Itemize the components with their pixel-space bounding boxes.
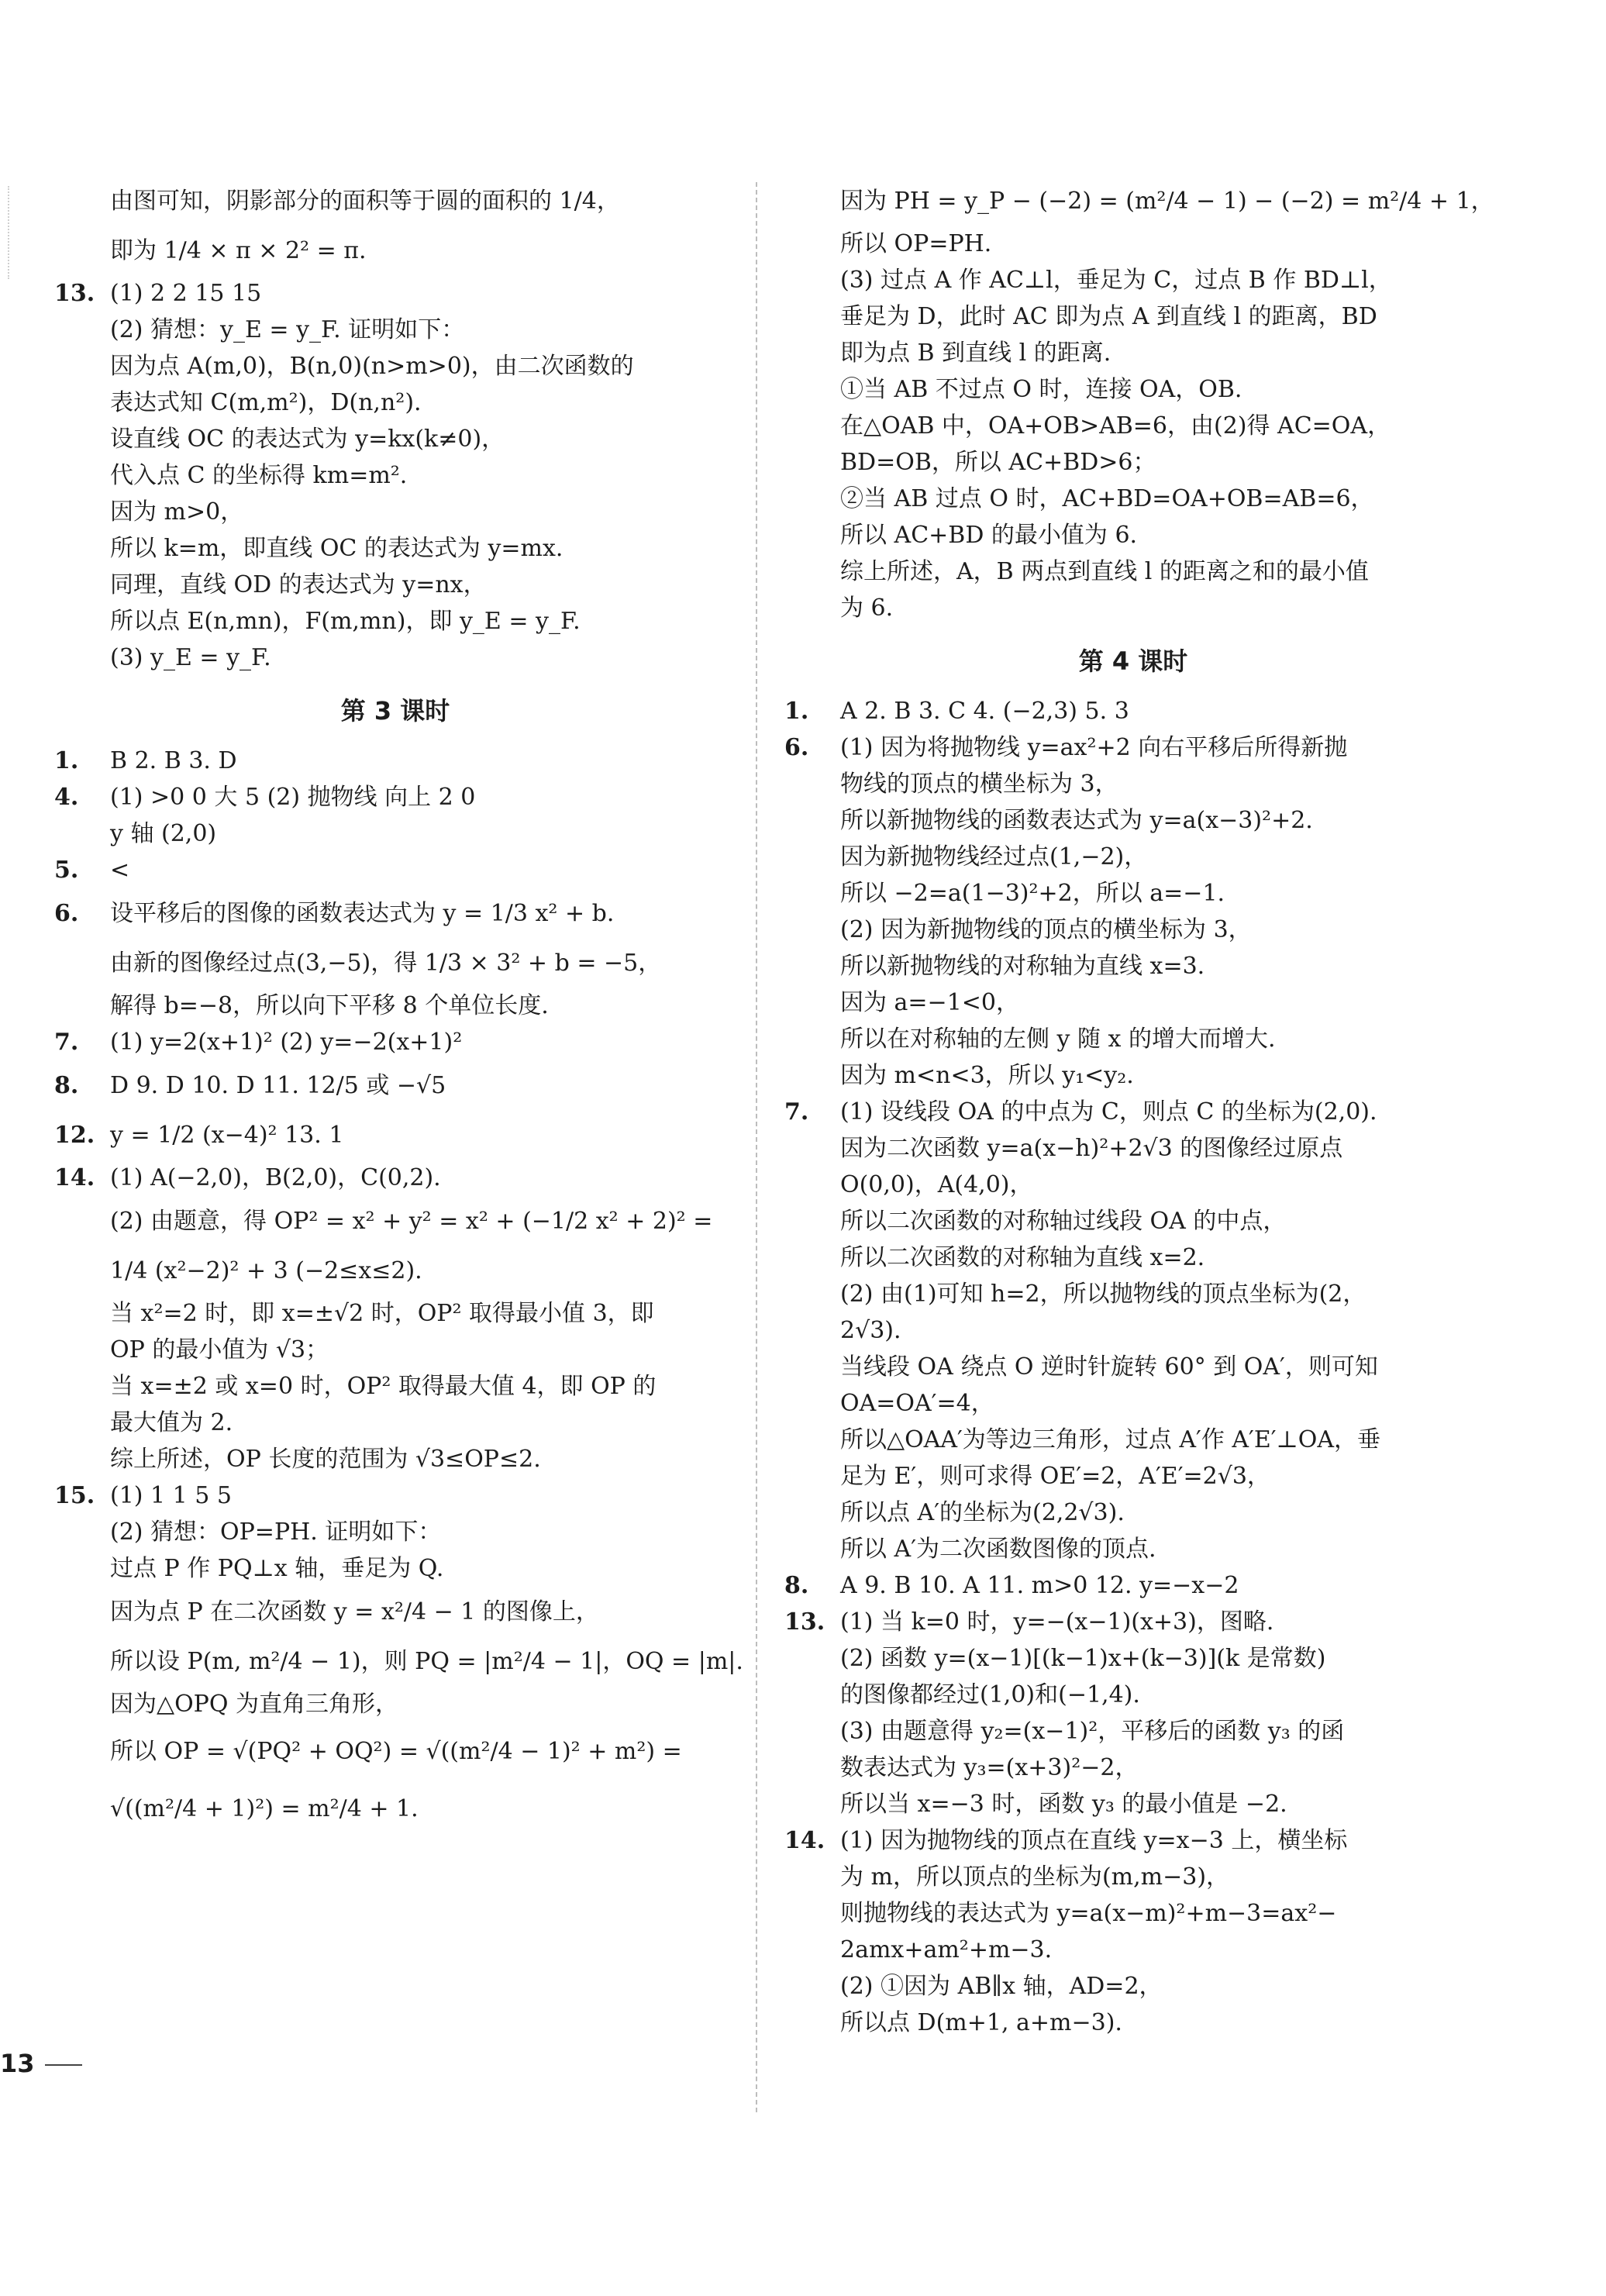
right-answer-line [784, 1860, 1482, 1896]
question-number: 13. [54, 280, 95, 307]
left-answer-line [54, 422, 736, 458]
answer-text: 因为点 P 在二次函数 y = x²/4 − 1 的图像上， [110, 1598, 599, 1625]
question-number: 1. [784, 697, 809, 725]
question-number: 8. [54, 1071, 79, 1099]
answer-text: 因为 m>0， [110, 498, 244, 526]
answer-text: 当线段 OA 绕点 O 逆时针旋转 60° 到 OA′，则可知 [840, 1353, 1378, 1381]
answer-text: (2) 猜想：OP=PH. 证明如下： [110, 1518, 442, 1546]
left-answer-line [54, 1637, 743, 1687]
right-answer-line [784, 1204, 1482, 1240]
answer-text: 则抛物线的表达式为 y=a(x−m)²+m−3=ax²− [840, 1899, 1337, 1927]
question-number: 1. [54, 746, 79, 774]
left-answer-line [54, 276, 736, 312]
left-answer-line [54, 1061, 736, 1111]
answer-text: 所以新抛物线的对称轴为直线 x=3. [840, 952, 1205, 980]
left-answer-line [54, 780, 736, 816]
left-answer-line [54, 939, 736, 988]
answer-text: < [110, 856, 130, 884]
answer-text: (2) ①因为 AB∥x 轴，AD=2， [840, 1972, 1163, 2000]
answer-text: 当 x=±2 或 x=0 时，OP² 取得最大值 4，即 OP 的 [110, 1372, 657, 1400]
binding-margin-mark [8, 186, 12, 279]
answer-text: y 轴 (2,0) [110, 819, 217, 847]
left-answer-line [54, 1723, 736, 1781]
answer-text: √((m²/4 + 1)²) = m²/4 + 1. [110, 1794, 419, 1822]
right-answer-line [784, 985, 1482, 1022]
left-answer-line [54, 567, 736, 604]
answer-text: 所以点 A′的坐标为(2,2√3). [840, 1498, 1125, 1526]
left-answer-line [54, 816, 736, 853]
right-answer-line [784, 1750, 1482, 1787]
right-answer-line [784, 730, 1482, 767]
right-answer-line [784, 949, 1482, 985]
left-column [54, 177, 743, 1838]
answer-text: OP 的最小值为 √3； [110, 1336, 329, 1363]
answer-text: 所以 OP=PH. [840, 230, 992, 257]
answer-text: 1/4 (x²−2)² + 3 (−2≤x≤2). [110, 1257, 422, 1284]
right-answer-line [784, 912, 1482, 949]
answer-text: 因为△OPQ 为直角三角形， [110, 1690, 398, 1718]
left-answer-line [54, 385, 736, 422]
answer-text: 最大值为 2. [110, 1408, 233, 1436]
answer-text: 因为 PH = y_P − (−2) = (m²/4 − 1) − (−2) = m²/4 + 1， [840, 188, 1494, 215]
answer-text: (1) 因为将抛物线 y=ax²+2 向右平移后所得新抛 [840, 733, 1348, 761]
right-answer-line [784, 1896, 1482, 1932]
question-number: 13. [784, 1608, 825, 1636]
answer-text: (2) 由(1)可知 h=2，所以抛物线的顶点坐标为(2， [840, 1280, 1366, 1308]
right-answer-line [784, 1677, 1482, 1714]
right-answer-line [784, 1131, 1482, 1167]
column-divider [756, 182, 757, 2112]
answer-text: 因为点 A(m,0)，B(n,0)(n>m>0)，由二次函数的 [110, 353, 634, 380]
answer-text: ①当 AB 不过点 O 时，连接 OA，OB. [840, 376, 1242, 403]
question-number: 14. [54, 1164, 95, 1191]
right-answer-line [784, 263, 1482, 299]
answer-text: (1) 当 k=0 时，y=−(x−1)(x+3)，图略. [840, 1608, 1274, 1636]
answer-text: 即为点 B 到直线 l 的距离. [840, 340, 1111, 367]
answer-text: 足为 E′，则可求得 OE′=2，A′E′=2√3， [840, 1462, 1270, 1490]
left-answer-line [54, 458, 736, 495]
left-answer-line [54, 1478, 736, 1515]
left-answer-line [54, 1111, 736, 1160]
answer-text: 代入点 C 的坐标得 km=m². [110, 462, 408, 489]
right-answer-line [784, 1568, 1482, 1605]
answer-text: 即为 1/4 × π × 2² = π. [110, 237, 367, 264]
answer-text: (1) 1 1 5 5 [110, 1481, 232, 1509]
answer-text: (1) y=2(x+1)² (2) y=−2(x+1)² [110, 1028, 463, 1056]
left-answer-line [54, 1405, 736, 1442]
left-answer-line [54, 495, 736, 531]
left-answer-line [54, 1246, 736, 1296]
answer-text: 2√3). [840, 1316, 901, 1344]
left-answer-line [54, 1551, 736, 1588]
left-answer-line [54, 853, 736, 889]
answer-text: 过点 P 作 PQ⊥x 轴，垂足为 Q. [110, 1554, 444, 1582]
answer-text: 所以新抛物线的函数表达式为 y=a(x−3)²+2. [840, 806, 1313, 834]
left-answer-line [54, 349, 736, 385]
answer-text: (2) 由题意，得 OP² = x² + y² = x² + (−1/2 x² + 2)² = [110, 1207, 713, 1235]
answer-text: 所以 k=m，即直线 OC 的表达式为 y=mx. [110, 535, 563, 562]
left-answer-line [54, 743, 736, 780]
left-answer-line [54, 1588, 736, 1637]
right-answer-line [784, 1167, 1482, 1204]
question-number: 15. [54, 1481, 95, 1509]
answer-text: 所以设 P(m, m²/4 − 1)，则 PQ = |m²/4 − 1|，OQ = |m|. [110, 1647, 743, 1675]
left-answer-line [54, 1687, 736, 1723]
right-answer-line [784, 1969, 1482, 2005]
answer-text: 垂足为 D，此时 AC 即为点 A 到直线 l 的距离，BD [840, 303, 1377, 330]
right-answer-line [784, 177, 1494, 226]
right-answer-line [784, 372, 1482, 409]
left-answer-line [54, 1197, 736, 1246]
right-answer-line [784, 1532, 1482, 1568]
right-answer-line [784, 803, 1482, 839]
answer-text: 因为二次函数 y=a(x−h)²+2√3 的图像经过原点 [840, 1134, 1343, 1162]
question-number: 12. [54, 1121, 95, 1149]
answer-text: (1) 设线段 OA 的中点为 C，则点 C 的坐标为(2,0). [840, 1098, 1377, 1126]
answer-text: 为 6. [840, 595, 894, 622]
answer-text: 所以 OP = √(PQ² + OQ²) = √((m²/4 − 1)² + m²) = [110, 1737, 682, 1765]
answer-text: 所以△OAA′为等边三角形，过点 A′作 A′E′⊥OA，垂 [840, 1426, 1381, 1453]
answer-text: ②当 AB 过点 O 时，AC+BD=OA+OB=AB=6， [840, 485, 1374, 512]
answer-text: (1) >0 0 大 5 (2) 抛物线 向上 2 0 [110, 783, 476, 811]
answer-text: 由图可知，阴影部分的面积等于圆的面积的 1/4， [110, 188, 620, 215]
right-answer-line [784, 1313, 1482, 1350]
answer-text: (3) y_E = y_F. [110, 644, 271, 671]
answer-text: 所以当 x=−3 时，函数 y₃ 的最小值是 −2. [840, 1790, 1287, 1818]
right-answer-line [784, 1386, 1482, 1422]
left-answer-line [54, 1781, 736, 1838]
answer-text: 所以 A′为二次函数图像的顶点. [840, 1535, 1156, 1563]
right-answer-line [784, 1095, 1482, 1131]
answer-text: 因为 a=−1<0， [840, 988, 1020, 1016]
answer-text: 解得 b=−8，所以向下平移 8 个单位长度. [110, 991, 549, 1019]
right-answer-line [784, 1641, 1482, 1677]
answer-text: 表达式知 C(m,m²)，D(n,n²). [110, 389, 422, 416]
answer-text: 所以点 D(m+1, a+m−3). [840, 2008, 1122, 2036]
right-answer-line [784, 336, 1482, 372]
right-answer-line [784, 1422, 1482, 1459]
left-answer-line [54, 1025, 736, 1061]
answer-text: 的图像都经过(1,0)和(−1,4). [840, 1681, 1140, 1708]
left-answer-line [54, 312, 736, 349]
question-number: 7. [784, 1098, 809, 1126]
right-answer-line [784, 876, 1482, 912]
left-answer-line [54, 1442, 736, 1478]
answer-text: A 2. B 3. C 4. (−2,3) 5. 3 [840, 697, 1129, 725]
left-answer-line [54, 889, 736, 939]
answer-text: 2amx+am²+m−3. [840, 1936, 1053, 1963]
answer-text: 所以 AC+BD 的最小值为 6. [840, 522, 1138, 549]
answer-text: 所以点 E(n,mn)，F(m,mn)，即 y_E = y_F. [110, 608, 581, 635]
answer-text: 在△OAB 中，OA+OB>AB=6，由(2)得 AC=OA， [840, 412, 1391, 440]
question-number: 4. [54, 783, 79, 811]
answer-text: BD=OB，所以 AC+BD>6； [840, 449, 1156, 476]
right-answer-line [784, 591, 1482, 627]
answer-text: 所以二次函数的对称轴为直线 x=2. [840, 1243, 1205, 1271]
right-answer-line [784, 1932, 1482, 1969]
answer-text: (2) 猜想：y_E = y_F. 证明如下： [110, 316, 465, 343]
answer-text: A 9. B 10. A 11. m>0 12. y=−x−2 [840, 1571, 1239, 1599]
right-answer-line [784, 1495, 1482, 1532]
right-answer-line [784, 299, 1482, 336]
answer-text: 因为新抛物线经过点(1,−2)， [840, 843, 1148, 870]
answer-text: 设平移后的图像的函数表达式为 y = 1/3 x² + b. [110, 899, 615, 927]
right-answer-line [784, 1459, 1482, 1495]
answer-text: B 2. B 3. D [110, 746, 237, 774]
answer-text: 因为 m<n<3，所以 y₁<y₂. [840, 1061, 1134, 1089]
page-number: 13 [0, 2049, 35, 2078]
right-answer-line [784, 839, 1482, 876]
right-answer-line [784, 445, 1482, 481]
answer-text: 所以 −2=a(1−3)²+2，所以 a=−1. [840, 879, 1225, 907]
answer-text: 同理，直线 OD 的表达式为 y=nx， [110, 571, 487, 598]
left-answer-line [54, 1369, 736, 1405]
answer-text: (3) 由题意得 y₂=(x−1)²，平移后的函数 y₃ 的函 [840, 1717, 1345, 1745]
answer-text: (1) A(−2,0)，B(2,0)，C(0,2). [110, 1164, 441, 1191]
right-answer-line [784, 1058, 1482, 1095]
answer-text: 由新的图像经过点(3,−5)，得 1/3 × 3² + b = −5， [110, 949, 662, 977]
section-heading: 第 4 课时 [1078, 646, 1188, 676]
section-heading: 第 3 课时 [340, 696, 450, 726]
right-answer-line [784, 226, 1482, 263]
left-answer-line [54, 177, 736, 226]
question-number: 6. [54, 899, 79, 927]
right-answer-line [784, 1714, 1482, 1750]
answer-text: 综上所述，A，B 两点到直线 l 的距离之和的最小值 [840, 558, 1369, 585]
right-answer-line [784, 767, 1482, 803]
right-answer-line [784, 518, 1482, 554]
left-answer-line [54, 531, 736, 567]
answer-text: (1) 2 2 15 15 [110, 280, 262, 307]
answer-text: (3) 过点 A 作 AC⊥l，垂足为 C，过点 B 作 BD⊥l， [840, 267, 1392, 294]
left-answer-line [54, 988, 736, 1025]
right-answer-line [784, 409, 1482, 445]
right-answer-line [784, 481, 1482, 518]
answer-text: O(0,0)，A(4,0)， [840, 1170, 1033, 1198]
left-answer-line [54, 1296, 736, 1332]
right-answer-line [784, 1240, 1482, 1277]
answer-text: 物线的顶点的横坐标为 3， [840, 770, 1118, 798]
right-answer-line [784, 1823, 1482, 1860]
answer-text: y = 1/2 (x−4)² 13. 1 [110, 1121, 344, 1149]
answer-text: 所以在对称轴的左侧 y 随 x 的增大而增大. [840, 1025, 1276, 1053]
page-number-rule [45, 2064, 82, 2066]
left-answer-line [54, 1160, 736, 1197]
answer-text: D 9. D 10. D 11. 12/5 或 −√5 [110, 1071, 446, 1099]
left-answer-line [54, 226, 736, 276]
answer-text: (2) 函数 y=(x−1)[(k−1)x+(k−3)](k 是常数) [840, 1644, 1326, 1672]
right-answer-line [784, 1277, 1482, 1313]
answer-text: 所以二次函数的对称轴过线段 OA 的中点， [840, 1207, 1287, 1235]
answer-text: 设直线 OC 的表达式为 y=kx(k≠0)， [110, 426, 505, 453]
left-answer-line [54, 1332, 736, 1369]
answer-text: 当 x²=2 时，即 x=±√2 时，OP² 取得最小值 3，即 [110, 1299, 654, 1327]
question-number: 6. [784, 733, 809, 761]
left-answer-line [54, 1515, 736, 1551]
right-column [784, 177, 1494, 2042]
answer-text: 为 m，所以顶点的坐标为(m,m−3)， [840, 1863, 1230, 1891]
answer-text: 数表达式为 y₃=(x+3)²−2， [840, 1753, 1139, 1781]
right-answer-line [784, 694, 1482, 730]
question-number: 7. [54, 1028, 79, 1056]
right-answer-line [784, 1350, 1482, 1386]
answer-text: (1) 因为抛物线的顶点在直线 y=x−3 上，横坐标 [840, 1826, 1348, 1854]
right-answer-line [784, 1787, 1482, 1823]
question-number: 5. [54, 856, 79, 884]
answer-text: 综上所述，OP 长度的范围为 √3≤OP≤2. [110, 1445, 541, 1473]
question-number: 8. [784, 1571, 809, 1599]
question-number: 14. [784, 1826, 825, 1854]
left-answer-line [54, 640, 736, 677]
right-answer-line [784, 554, 1482, 591]
left-answer-line [54, 604, 736, 640]
right-answer-line [784, 1022, 1482, 1058]
answer-text: (2) 因为新抛物线的顶点的横坐标为 3， [840, 915, 1252, 943]
answer-text: OA=OA′=4， [840, 1389, 994, 1417]
right-answer-line [784, 2005, 1482, 2042]
right-answer-line [784, 1605, 1482, 1641]
